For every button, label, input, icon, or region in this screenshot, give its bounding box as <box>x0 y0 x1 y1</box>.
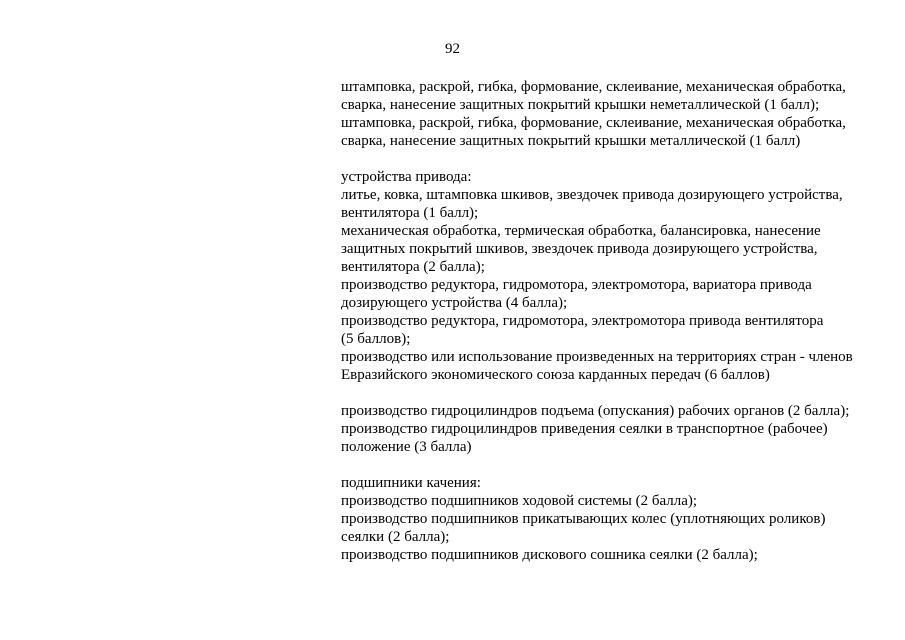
text-line: производство подшипников ходовой системы (2 балла); <box>341 493 698 509</box>
text-line: производство гидроцилиндров подъема (опускания) рабочих органов (2 балла); <box>341 403 850 419</box>
paragraph-gap <box>341 150 886 168</box>
paragraph-gap <box>341 456 886 474</box>
text-line: производство гидроцилиндров приведения сеялки в транспортное (рабочее) <box>341 421 828 437</box>
text-line: вентилятора (2 балла); <box>341 259 485 275</box>
text-line: сеялки (2 балла); <box>341 529 450 545</box>
text-line: штамповка, раскрой, гибка, формование, склеивание, механическая обработка, <box>341 115 846 131</box>
paragraph-rolling-bearings <box>341 474 886 564</box>
text-line: сварка, нанесение защитных покрытий крышки неметаллической (1 балл); <box>341 97 820 113</box>
paragraph-drive-devices <box>341 168 886 384</box>
text-line: производство редуктора, гидромотора, электромотора, вариатора привода <box>341 277 812 293</box>
text-line: защитных покрытий шкивов, звездочек привода дозирующего устройства, <box>341 241 818 257</box>
paragraph-hydraulic-cylinders <box>341 402 886 456</box>
text-line: (5 баллов); <box>341 331 411 347</box>
text-line: производство подшипников прикатывающих колес (уплотняющих роликов) <box>341 511 826 527</box>
text-line: производство подшипников дискового сошника сеялки (2 балла); <box>341 547 758 563</box>
document-body <box>341 78 886 564</box>
section-heading: устройства привода: <box>341 169 472 185</box>
text-line: механическая обработка, термическая обработка, балансировка, нанесение <box>341 223 821 239</box>
page-number: 92 <box>445 41 460 57</box>
text-line: Евразийского экономического союза карданных передач (6 баллов) <box>341 367 770 383</box>
section-heading: подшипники качения: <box>341 475 481 491</box>
text-line: производство редуктора, гидромотора, электромотора привода вентилятора <box>341 313 824 329</box>
text-line: дозирующего устройства (4 балла); <box>341 295 568 311</box>
text-line: сварка, нанесение защитных покрытий крышки металлической (1 балл) <box>341 133 801 149</box>
text-line: штамповка, раскрой, гибка, формование, склеивание, механическая обработка, <box>341 79 846 95</box>
text-line: литье, ковка, штамповка шкивов, звездочек привода дозирующего устройства, <box>341 187 843 203</box>
paragraph-gap <box>341 384 886 402</box>
paragraph-lid-components <box>341 78 886 150</box>
text-line: вентилятора (1 балл); <box>341 205 479 221</box>
text-line: положение (3 балла) <box>341 439 472 455</box>
text-line: производство или использование произведенных на территориях стран - членов <box>341 349 853 365</box>
